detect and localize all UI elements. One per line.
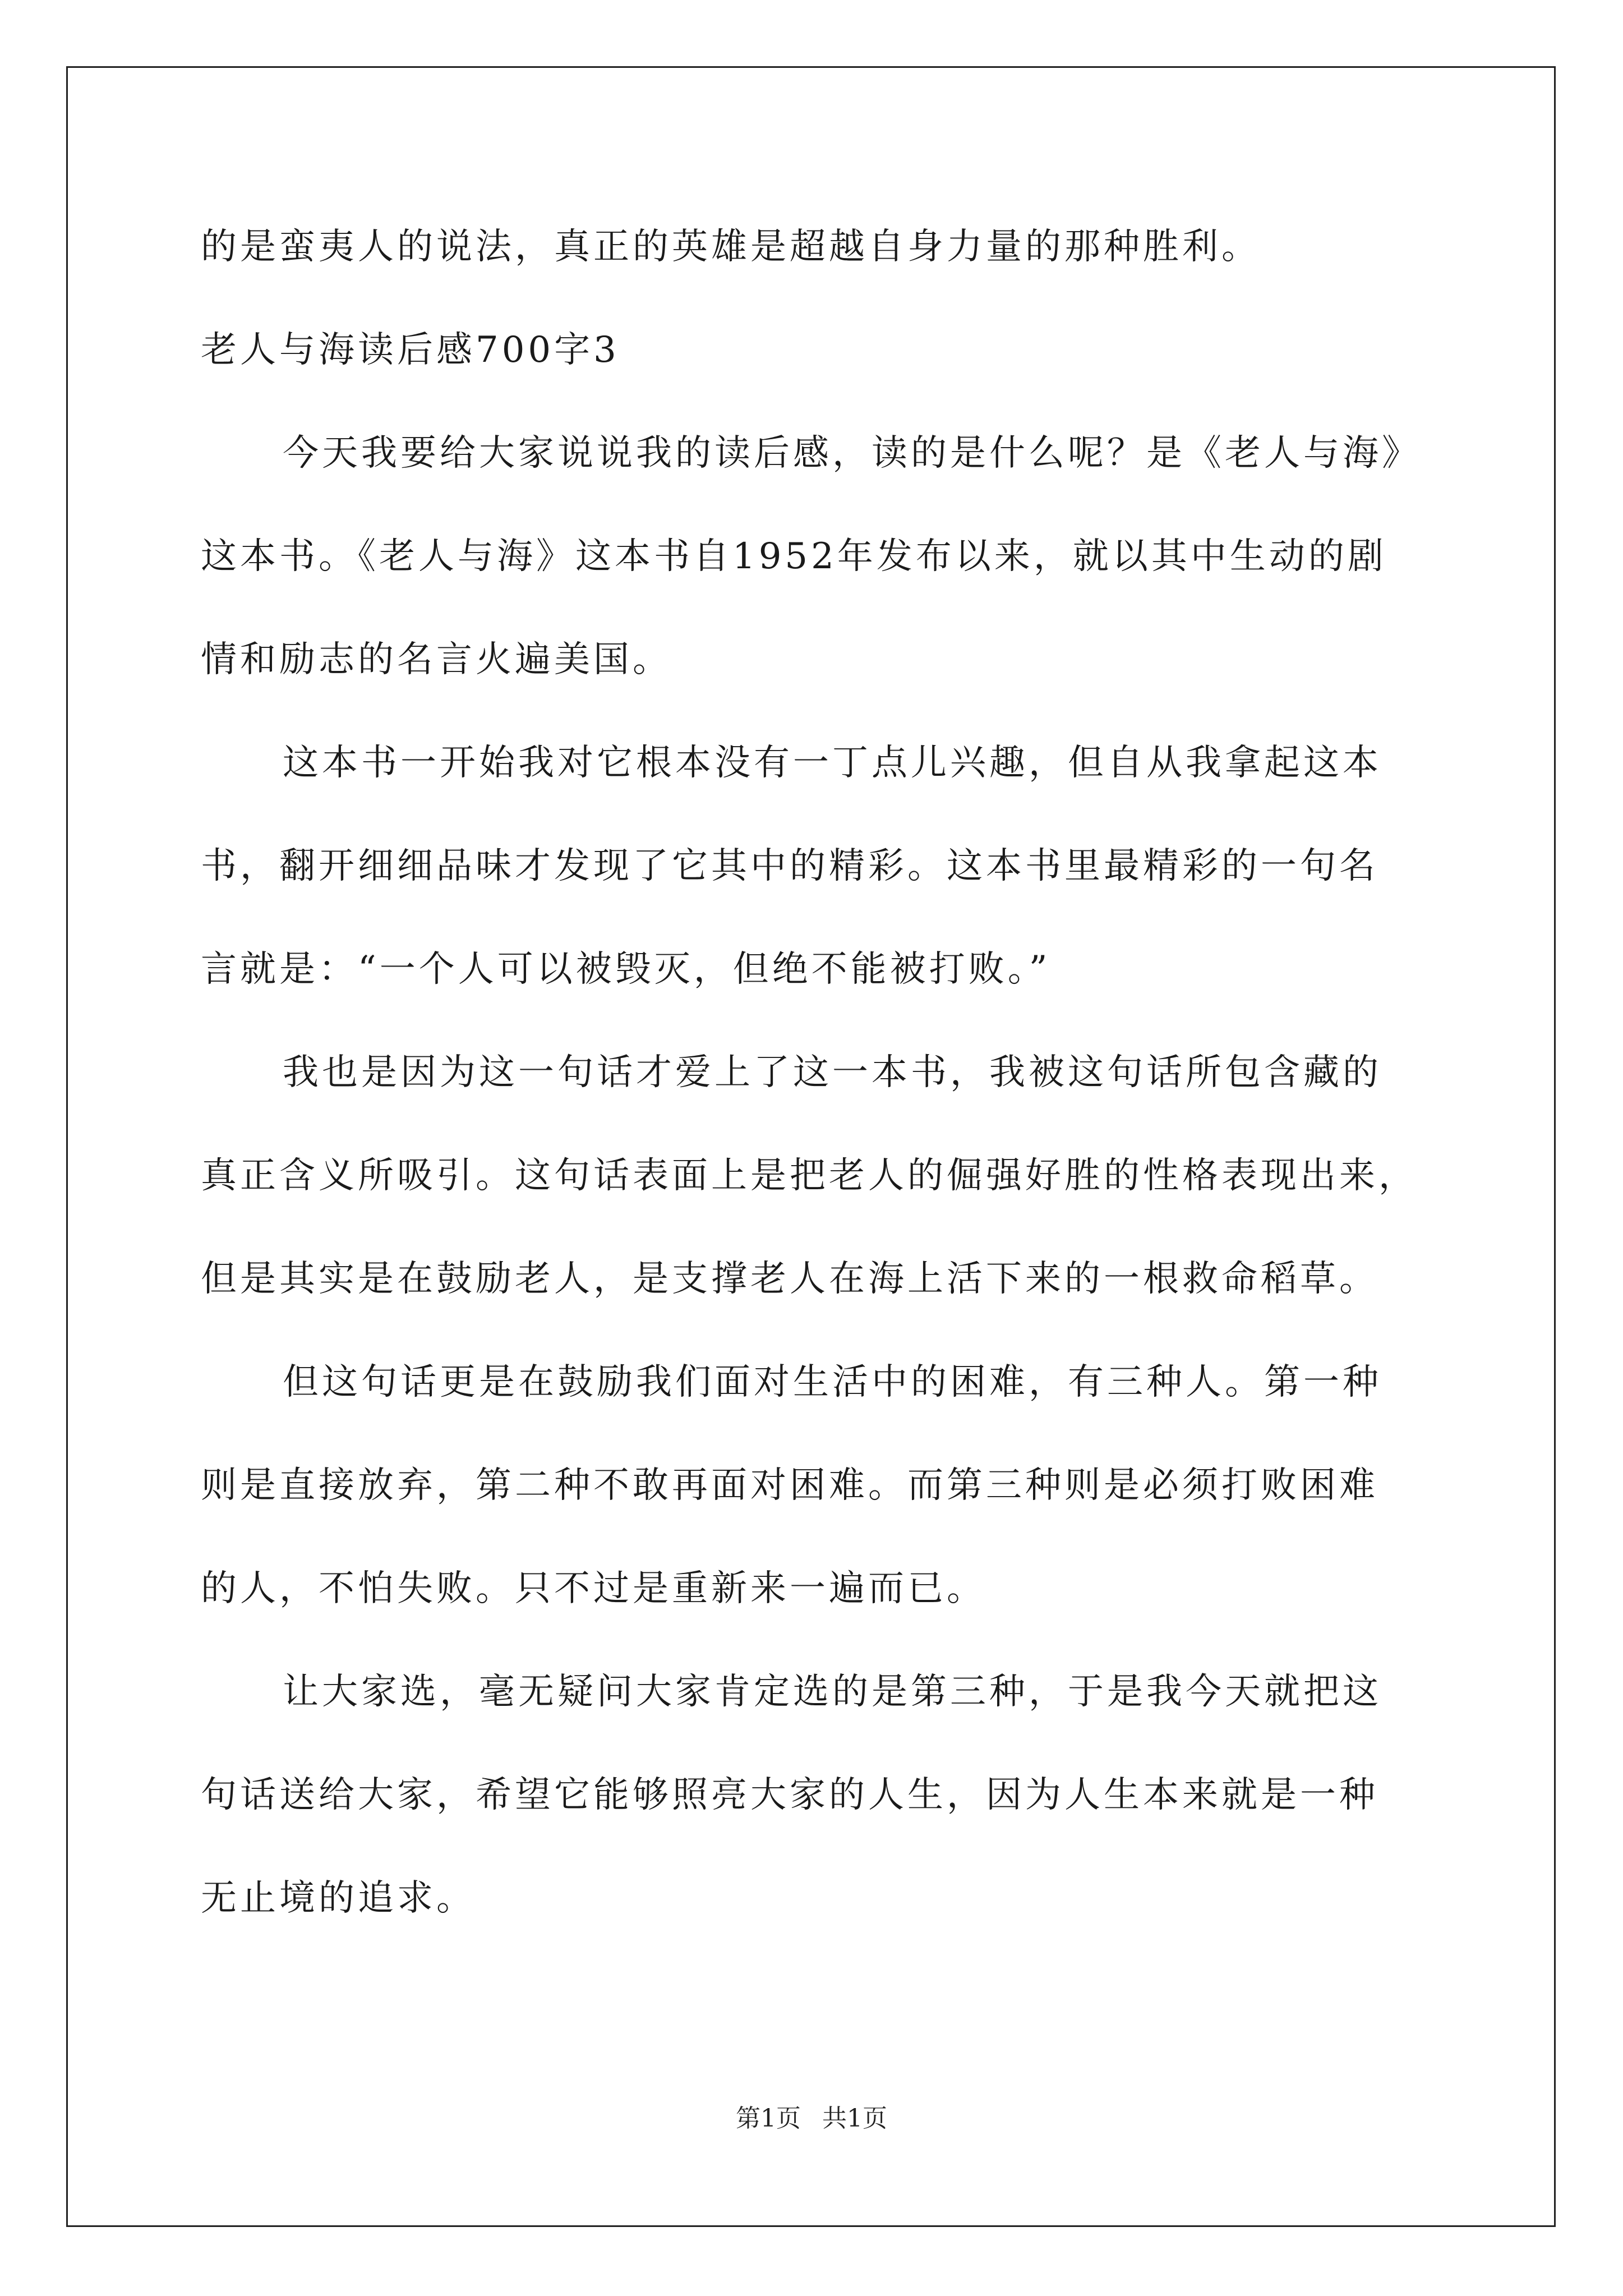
text-line: 今天我要给大家说说我的读后感，读的是什么呢？是《老人与海》 — [283, 432, 1421, 474]
text-line: 无止境的追求。 — [201, 1878, 476, 1919]
text-line: 但这句话更是在鼓励我们面对生活中的困难，有三种人。第一种 — [283, 1361, 1382, 1403]
text-line: 言就是：“一个人可以被毁灭，但绝不能被打败。” — [201, 949, 1051, 990]
section-heading: 老人与海读后感700字3 — [201, 329, 620, 371]
text-line: 则是直接放弃，第二种不敢再面对困难。而第三种则是必须打败困难 — [201, 1465, 1378, 1506]
text-line: 的人，不怕失败。只不过是重新来一遍而已。 — [201, 1568, 986, 1609]
text-line: 让大家选，毫无疑问大家肯定选的是第三种，于是我今天就把这 — [283, 1671, 1382, 1713]
text-line: 书，翻开细细品味才发现了它其中的精彩。这本书里最精彩的一句名 — [201, 845, 1378, 887]
text-line: 的是蛮夷人的说法，真正的英雄是超越自身力量的那种胜利。 — [201, 226, 1261, 268]
document-body — [201, 213, 1435, 1968]
text-line: 这本书一开始我对它根本没有一丁点儿兴趣，但自从我拿起这本 — [283, 742, 1382, 784]
page-footer — [0, 2098, 1623, 2134]
text-line: 真正含义所吸引。这句话表面上是把老人的倔强好胜的性格表现出来， — [201, 1155, 1418, 1197]
text-line: 句话送给大家，希望它能够照亮大家的人生，因为人生本来就是一种 — [201, 1774, 1378, 1816]
page-total: 共1页 — [822, 2104, 887, 2133]
text-line: 这本书。《老人与海》这本书自1952年发布以来，就以其中生动的剧 — [201, 536, 1387, 577]
page-number: 第1页 — [736, 2104, 801, 2133]
text-line: 情和励志的名言火遍美国。 — [201, 639, 672, 680]
text-line: 我也是因为这一句话才爱上了这一本书，我被这句话所包含藏的 — [283, 1052, 1382, 1093]
text-line: 但是其实是在鼓励老人，是支撑老人在海上活下来的一根救命稻草。 — [201, 1258, 1378, 1300]
